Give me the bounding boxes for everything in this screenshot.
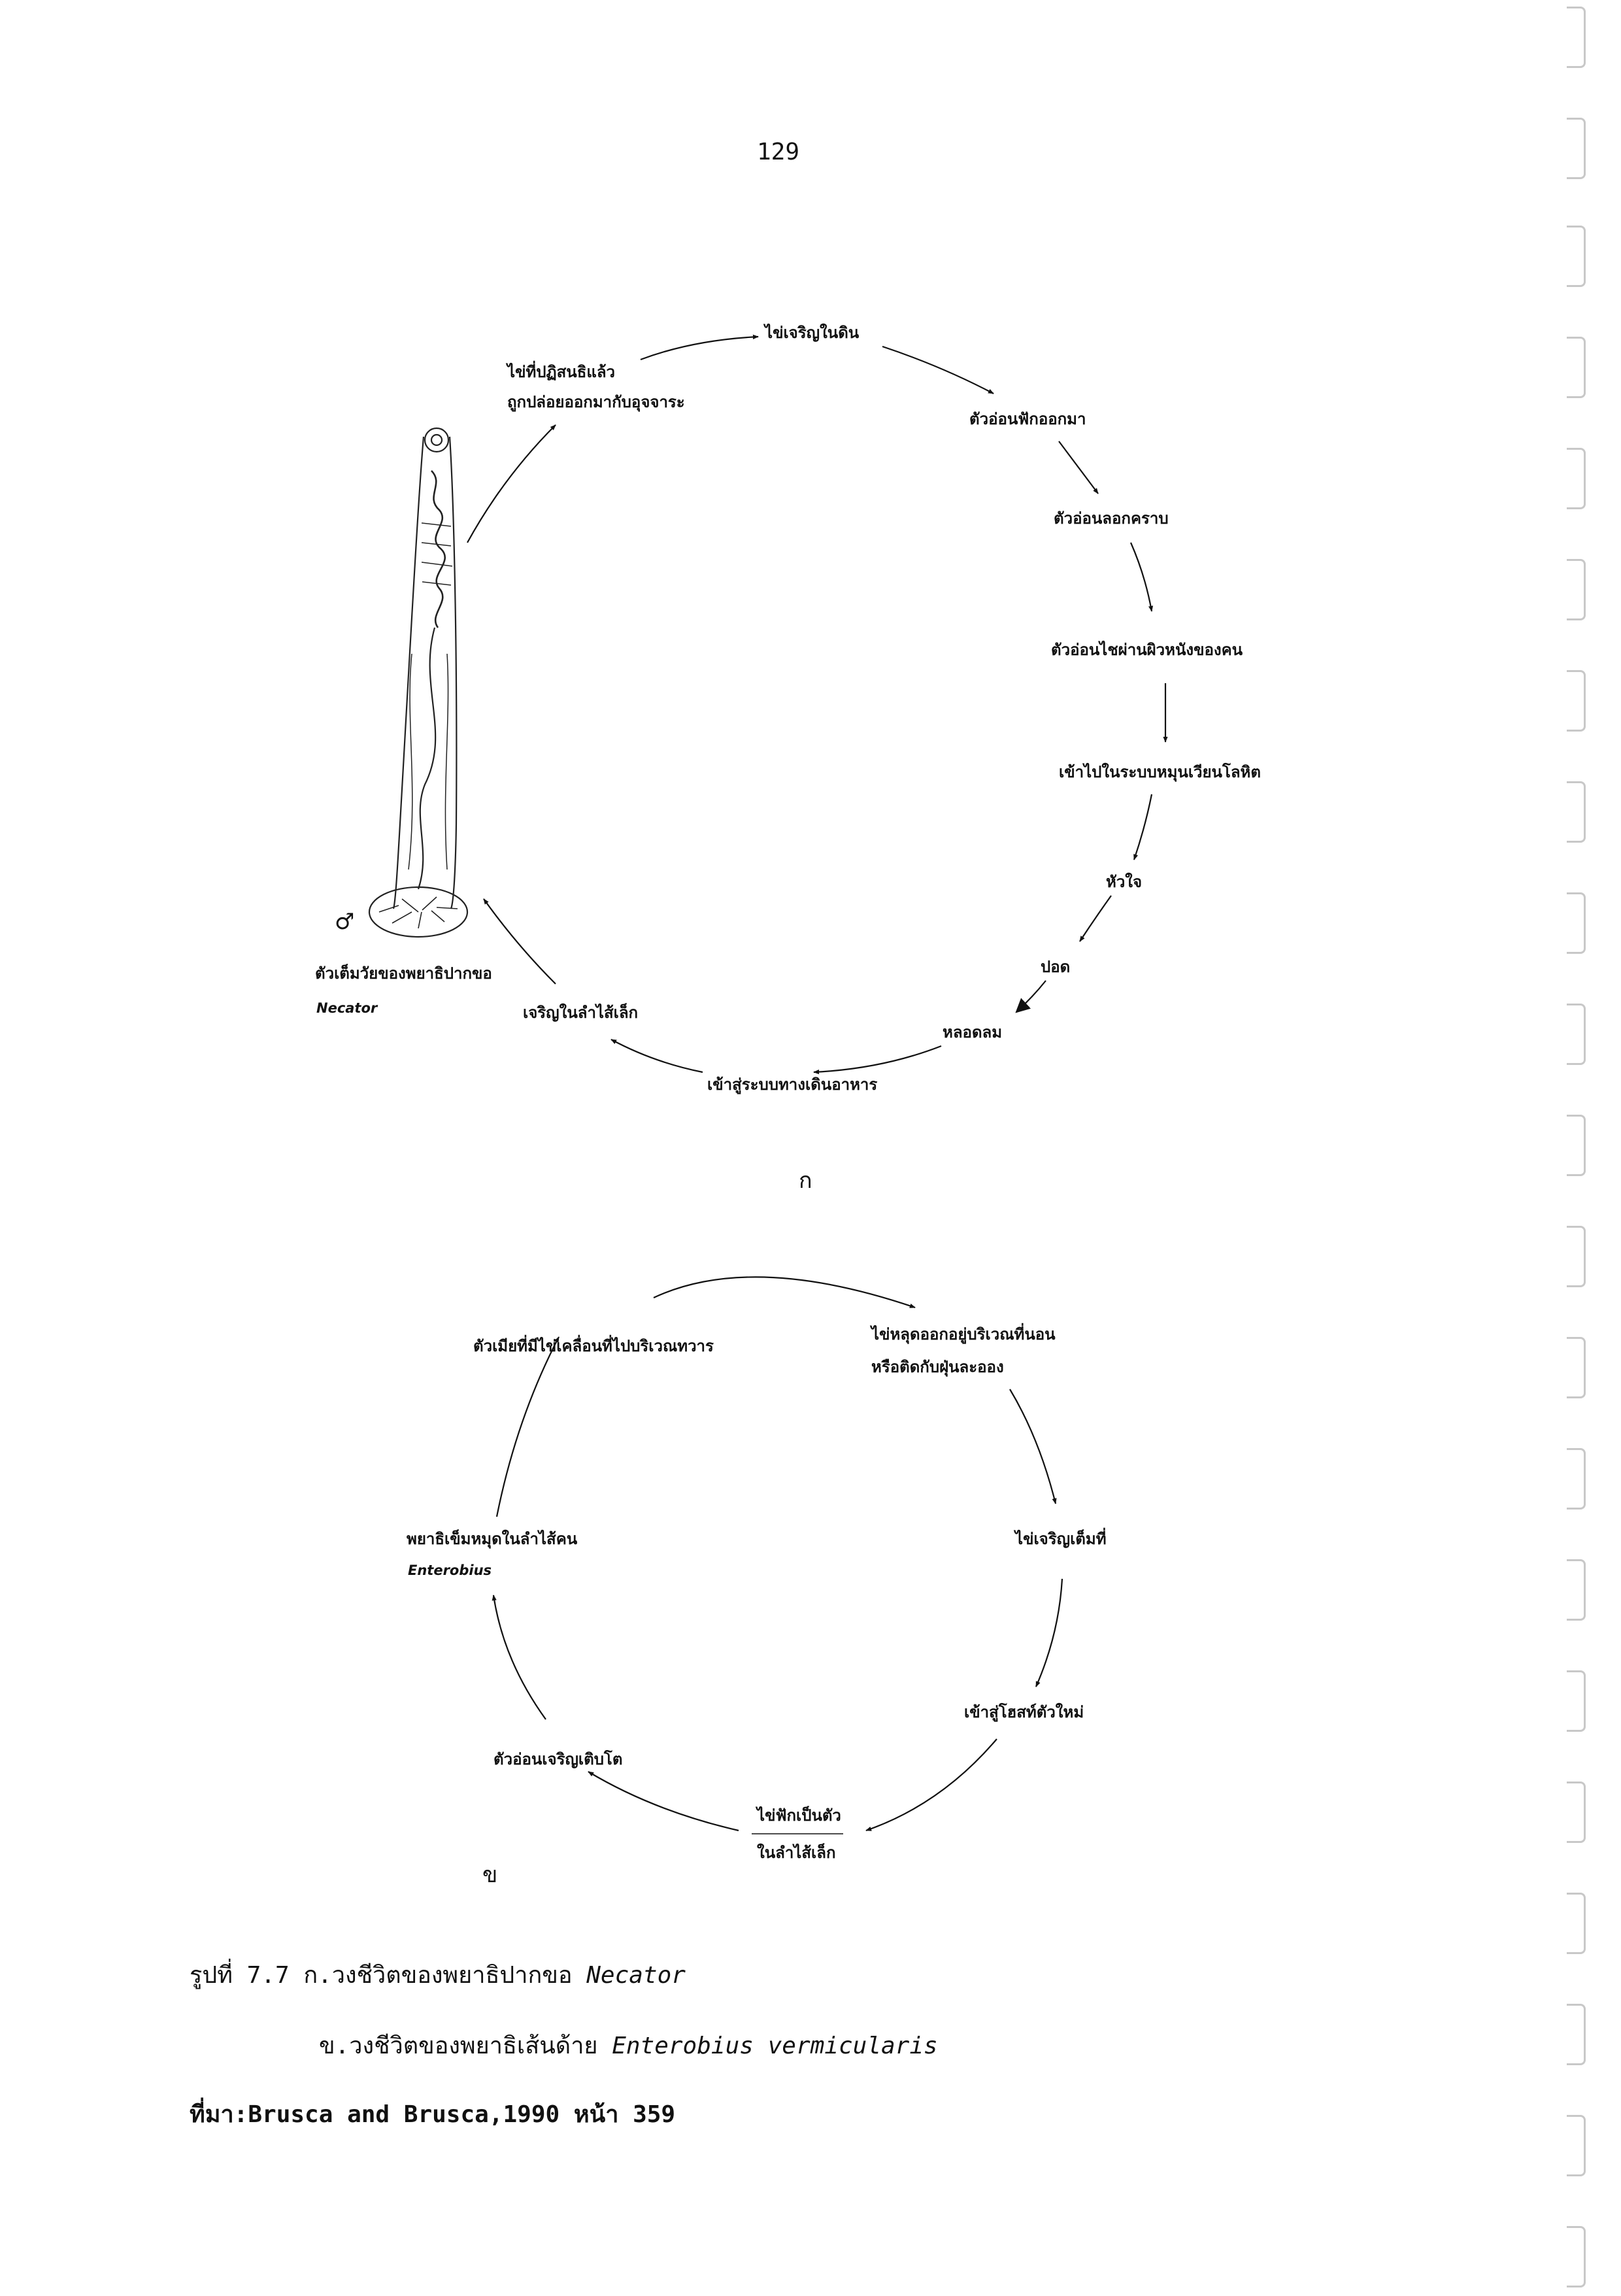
caption-figure-prefix: รูปที่ 7.7 [190,1962,290,1989]
male-symbol: ♂ [335,909,355,935]
hookworm-genus: Necator [316,1000,378,1016]
arrow-a-12 [467,425,556,543]
caption-line-1 [190,1956,686,1993]
stage-lung: ปอด [1041,958,1071,976]
stage-eggs-develop-soil: ไข่เจริญในดิน [765,324,860,342]
arrow-b-1 [654,1277,915,1308]
stage-female-to-anus: ตัวเมียที่มีไข่เคลื่อนที่ไปบริเวณทวาร [473,1337,714,1355]
stage-digestive-tract: เข้าสู่ระบบทางเดินอาหาร [707,1075,878,1094]
caption-source [190,2095,675,2133]
arrow-a-11 [484,899,556,984]
source-text: Brusca and Brusca,1990 หน้า 359 [248,2101,676,2128]
stage-eggs-hatch-line1: ไข่ฟักเป็นตัว [757,1806,841,1825]
arrow-b-5 [588,1772,739,1831]
stage-new-host: เข้าสู่โฮสท์ตัวใหม่ [964,1703,1084,1721]
arrow-b-2 [1010,1389,1056,1504]
subfigure-label-b: ข [482,1862,498,1888]
stage-eggs-bedding-line2: หรือติดกับฝุ่นละออง [871,1358,1004,1376]
stage-circulatory-system: เข้าไปในระบบหมุนเวียนโลหิต [1059,763,1261,781]
arrow-a-10 [611,1039,703,1072]
arrow-a-9 [814,1046,941,1072]
stage-eggs-bedding-line1: ไข่หลุดออกอยู่บริเวณที่นอน [871,1325,1056,1343]
stage-heart: หัวใจ [1106,873,1143,891]
arrow-a-7 [1080,896,1111,941]
arrow-b-3 [1036,1579,1062,1687]
arrow-a-2 [882,346,994,394]
subfigure-label-a: ก [799,1168,812,1194]
arrow-b-4 [866,1739,997,1831]
stage-fertilized-eggs-line1: ไข่ที่ปฏิสนธิแล้ว [507,363,615,381]
pinworm-label: พยาธิเข็มหมุดในลำไส้คน [407,1530,578,1548]
arrow-a-3 [1059,441,1098,494]
caption-a-species: Necator [586,1962,686,1989]
stage-trachea: หลอดลม [943,1023,1003,1041]
arrow-b-6 [493,1595,546,1719]
stage-eggs-mature: ไข่เจริญเต็มที่ [1015,1530,1107,1548]
caption-b-species: Enterobius vermicularis [612,2033,938,2059]
stage-eggs-hatch-line2: ในลำไส้เล็ก [757,1844,836,1862]
caption-a-text: ก.วงชีวิตของพยาธิปากขอ [303,1962,573,1989]
arrow-a-6 [1134,794,1152,860]
arrow-a-8 [1016,981,1046,1012]
pinworm-genus: Enterobius [408,1562,492,1578]
page-number: 129 [757,139,800,165]
stage-fertilized-eggs-line2: ถูกปล่อยออกมากับอุจจาระ [507,393,685,411]
arrow-a-4 [1131,543,1152,611]
caption-b-text: ข.วงชีวิตของพยาธิเส้นด้าย [319,2033,598,2059]
stage-larva-molt: ตัวอ่อนลอกคราบ [1054,509,1169,528]
arrow-a-1 [641,337,758,360]
stage-larva-hatch: ตัวอ่อนฟักออกมา [969,410,1086,428]
stage-larva-grow: ตัวอ่อนเจริญเติบโต [493,1750,623,1768]
stage-larva-penetrate-skin: ตัวอ่อนไชผ่านผิวหนังของคน [1051,641,1243,659]
arrow-b-7 [497,1337,559,1517]
hookworm-label: ตัวเต็มวัยของพยาธิปากขอ [315,964,492,983]
caption-line-2 [319,2027,938,2064]
hookworm-drawing [369,428,467,937]
source-label: ที่มา: [190,2101,248,2128]
stage-small-intestine: เจริญในลำไส้เล็ก [523,1004,639,1022]
